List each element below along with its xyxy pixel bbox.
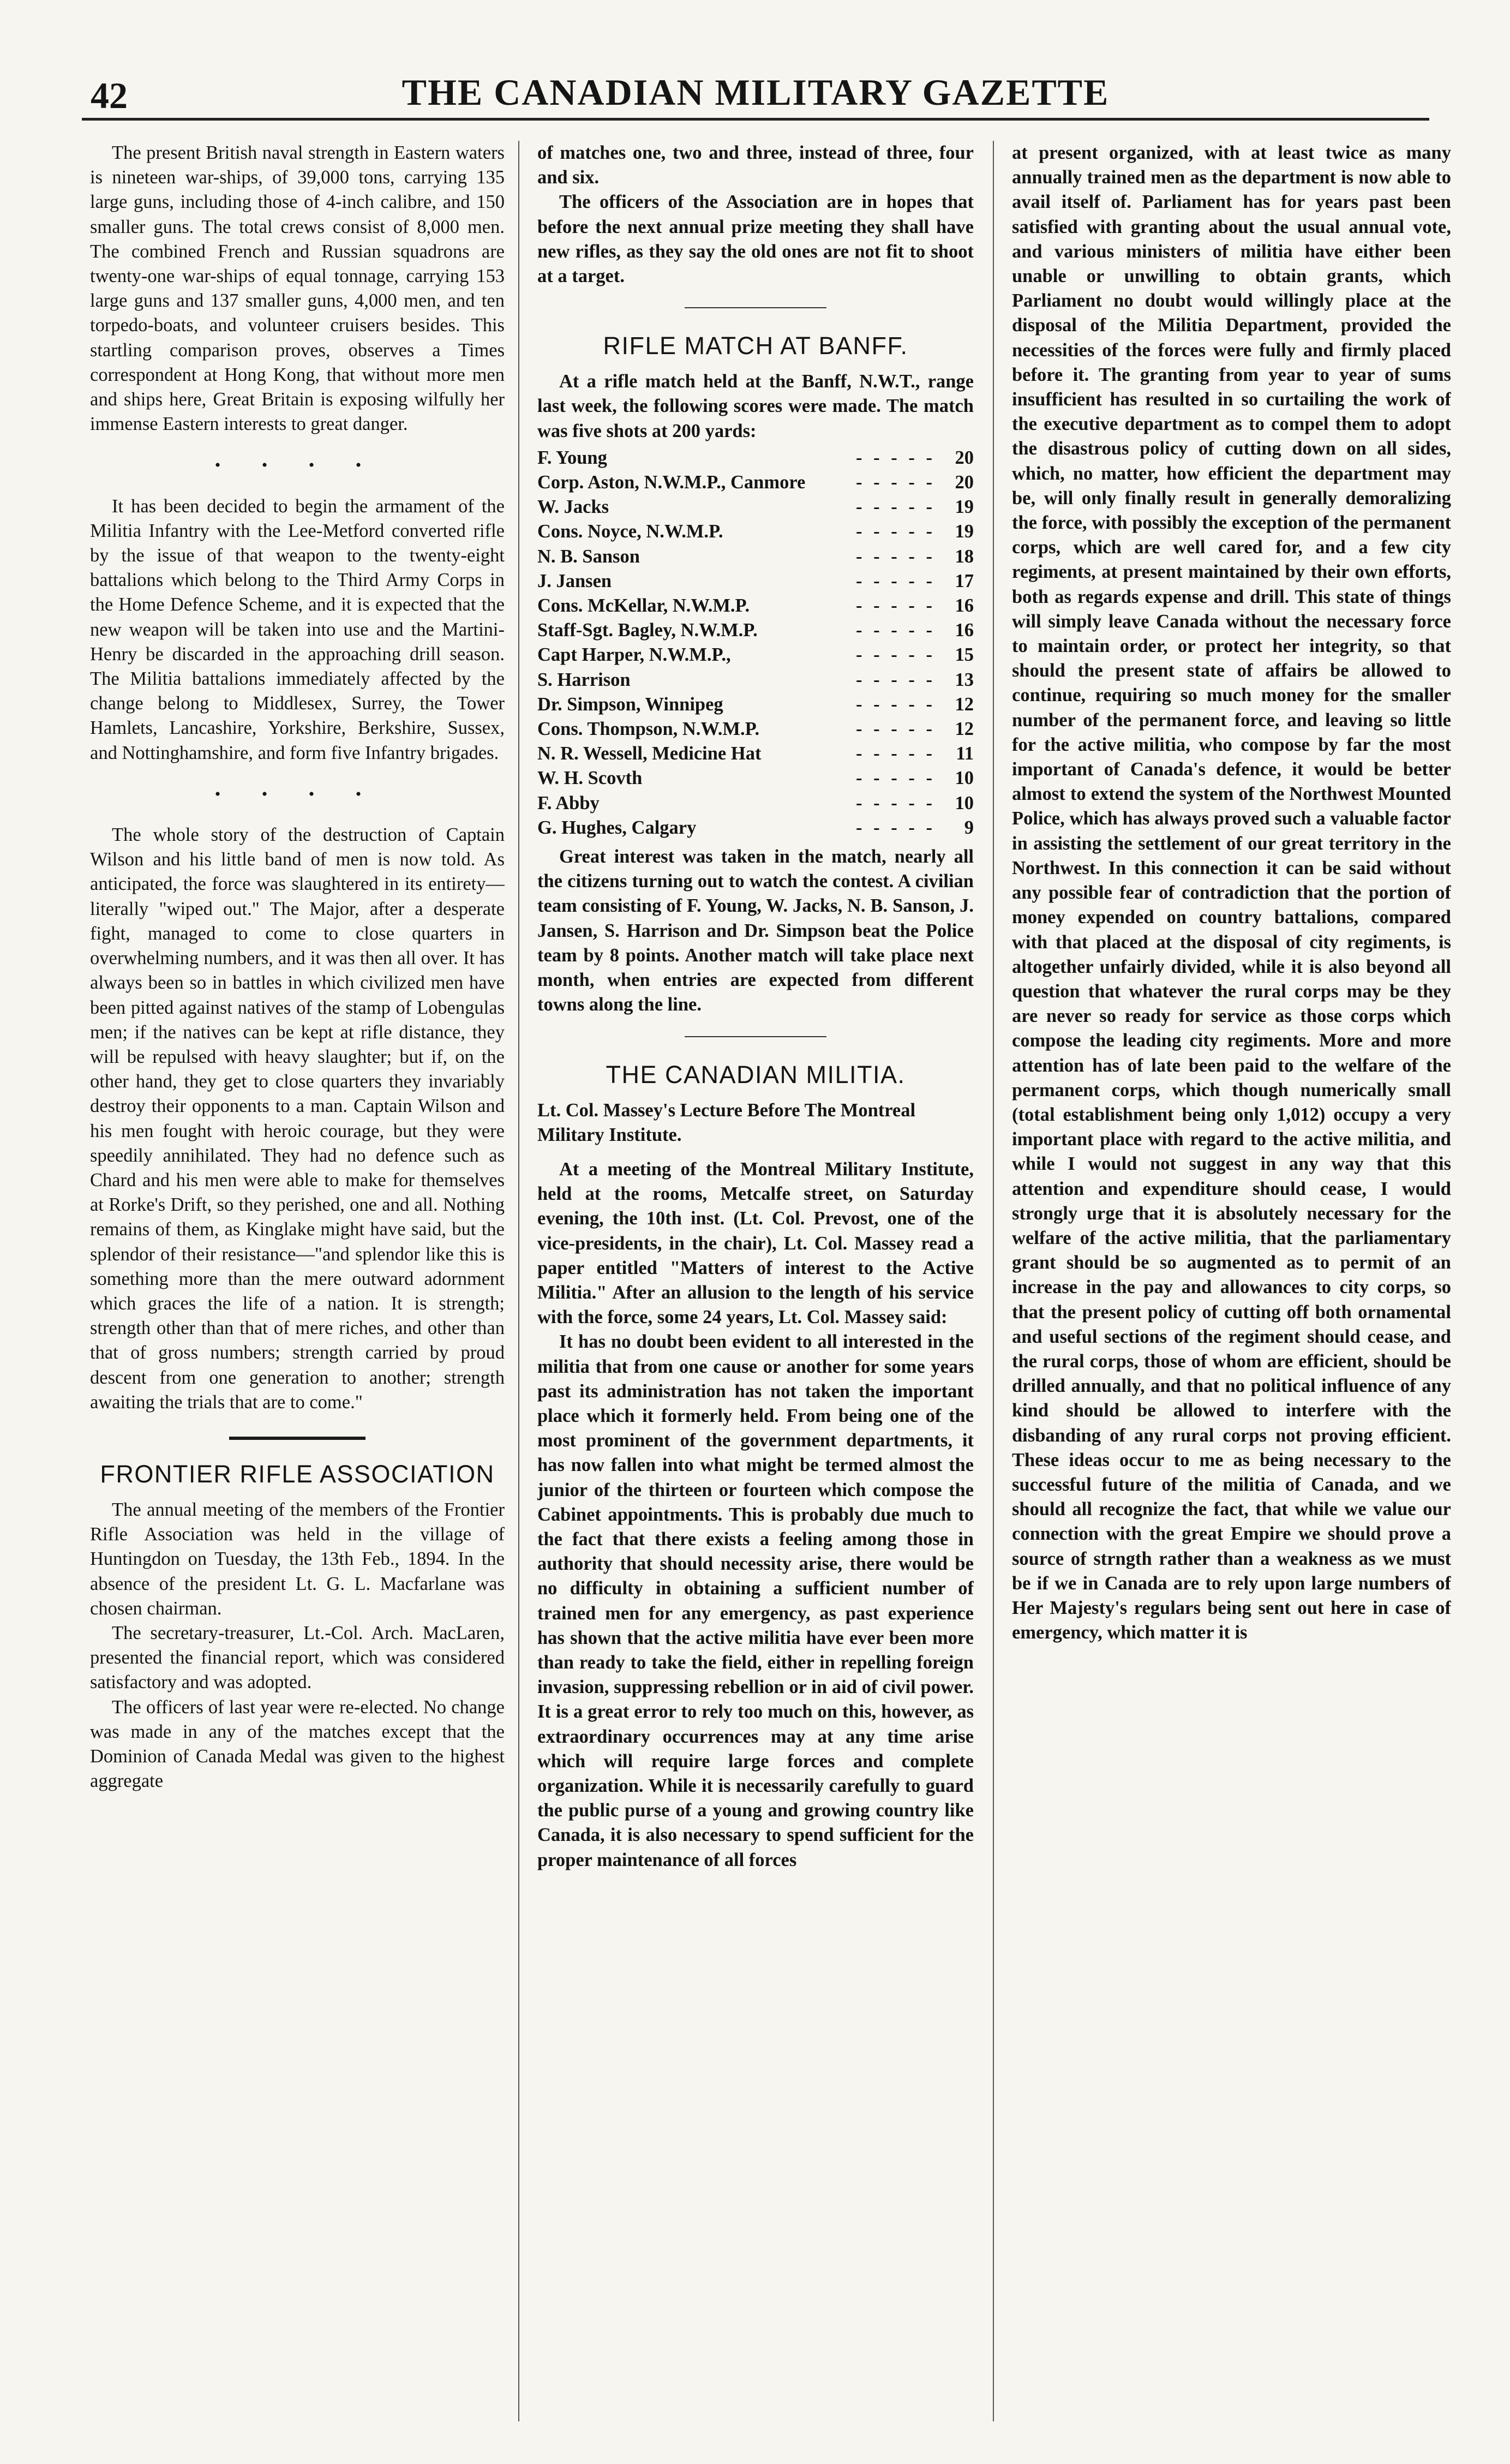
article-paragraph: The present British naval strength in Eastern waters is nineteen war-ships, of 39,000 tons, carrying 135 large guns, including those of 4-inch calibre, and 150 smaller guns. The total crews consist of 8,000 men. The combined French and Russian squadrons are twenty-one war-ships of equal tonnage, carrying 153 large guns and 137 smaller guns, 4,000 men, and ten torpedo-boats, and volunteer cruisers besides. This startling comparison proves, observes a Times correspondent at Hong Kong, that without more men and ships here, Great Britain is exposing wilfully her immense Eastern interests to great danger. [90,142,505,435]
shooter-score: 10 [955,792,974,814]
shooter-score: 20 [955,472,974,493]
score-row [537,446,974,470]
score-row [537,766,974,791]
leader-dots: - - - - - [856,521,936,542]
page-header [82,71,1429,121]
article-paragraph: The secretary-treasurer, Lt.-Col. Arch. MacLaren, presented the financial report, which was considered satisfactory and was adopted. [90,1622,505,1693]
shooter-score: 13 [955,669,974,690]
shooter-name: W. Jacks [537,497,609,518]
leader-dots: - - - - - [856,669,936,690]
article-paragraph: Great interest was taken in the match, nearly all the citizens turning out to watch the contest. A civilian team consisting of F. Young, W. Jacks, N. B. Sanson, J. Jansen, S. Harrison and Dr. Simpson beat the Police team by 8 points. Another match will take place next month, when entries are expected from different towns along the line. [537,846,974,1015]
leader-dots: - - - - - [856,620,936,641]
score-row [537,816,974,840]
article-paragraph: At a meeting of the Montreal Military Institute, held at the rooms, Metcalfe street, on Saturday evening, the 10th inst. (Lt. Col. Prevost, one of the vice-presidents, in the chair), Lt. Col. Massey read a paper entitled "Matters of interest to the Active Militia." After an allusion to the length of his service with the force, some 24 years, Lt. Col. Massey said: [537,1158,974,1328]
shooter-name: F. Young [537,447,607,468]
column-divider [993,141,994,2421]
section-separator-stars: • • • • [214,456,380,475]
leader-dots: - - - - - [856,472,936,493]
article-paragraph: It has no doubt been evident to all interested in the militia that from one cause or another for some years past its administration has not taken the important place which it formerly held. From being one of the most prominent of the government departments, it has now fallen into what might be termed almost the junior of the thirteen or fourteen which compose the Cabinet appointments. This is probably due much to the fact that there exists a feeling among those in authority that should necessity arise, there would be no difficulty in obtaining a sufficient number of trained men for any emergency, as past experience has shown that the active militia have ever been more than ready to take the field, either in repelling foreign invasion, suppressing rebellion or in aid of civil power. It is a great error to rely too much on this, however, as extraordinary occurrences may at any time arise which will require large forces and complete organization. While it is necessarily carefully to guard the public purse of a young and growing country like Canada, it is also necessary to spend sufficient for the proper maintenance of all forces [537,1331,974,1870]
shooter-name: N. B. Sanson [537,546,640,567]
score-row [537,791,974,816]
canadian-militia-heading: THE CANADIAN MILITIA. [606,1060,906,1089]
shooter-score: 11 [956,743,974,764]
leader-dots: - - - - - [856,719,936,740]
shooter-score: 12 [955,693,974,715]
shooter-score: 10 [955,768,974,789]
leader-dots: - - - - - [856,595,936,617]
section-divider [685,307,826,308]
shooter-name: N. R. Wessell, Medicine Hat [537,743,762,764]
shooter-name: Cons. Thompson, N.W.M.P. [537,719,760,740]
shooter-score: 19 [955,497,974,518]
section-divider [685,1036,826,1037]
shooter-name: J. Jansen [537,570,612,591]
leader-dots: - - - - - [856,743,936,764]
shooter-name: G. Hughes, Calgary [537,817,697,838]
column-3 [1012,141,1451,2421]
page-number: 42 [91,75,128,116]
column-2 [537,141,974,2421]
leader-dots: - - - - - [856,570,936,591]
shooter-name: Corp. Aston, N.W.M.P., Canmore [537,472,806,493]
article-paragraph: The officers of the Association are in hopes that before the next annual prize meeting they shall have new rifles, as they say the old ones are not fit to shoot at a target. [537,192,974,287]
leader-dots: - - - - - [856,546,936,567]
section-divider [229,1437,365,1440]
shooter-score: 18 [955,546,974,567]
score-row [537,569,974,594]
article-paragraph: It has been decided to begin the armament of the Militia Infantry with the Lee-Metford converted rifle by the issue of that weapon to the twenty-eight battalions which belong to the Third Army Corps in the Home Defence Scheme, and it is expected that the new weapon will be taken into use and the Martini-Henry be discarded in the approaching drill season. The Militia battalions immediately affected by the change belong to Middlesex, Surrey, the Tower Hamlets, Lancashire, Yorkshire, Berkshire, Sussex, and Nottinghamshire, and form five Infantry brigades. [90,495,505,763]
score-table [537,446,974,840]
leader-dots: - - - - - [856,644,936,666]
leader-dots: - - - - - [856,792,936,814]
score-row [537,470,974,495]
shooter-name: Dr. Simpson, Winnipeg [537,693,723,715]
score-row [537,519,974,544]
shooter-name: Cons. McKellar, N.W.M.P. [537,595,750,617]
leader-dots: - - - - - [856,768,936,789]
article-paragraph: The officers of last year were re-elected. No change was made in any of the matches except that the Dominion of Canada Medal was given to the highest aggregate [90,1696,505,1792]
shooter-name: Staff-Sgt. Bagley, N.W.M.P. [537,620,758,641]
score-row [537,717,974,741]
score-row [537,643,974,667]
score-row [537,741,974,766]
score-row [537,495,974,519]
leader-dots: - - - - - [856,693,936,715]
shooter-name: Cons. Noyce, N.W.M.P. [537,521,723,542]
shooter-score: 9 [964,817,974,838]
shooter-name: F. Abby [537,792,600,814]
score-row [537,668,974,692]
shooter-score: 15 [955,644,974,666]
shooter-score: 20 [955,447,974,468]
masthead-title: THE CANADIAN MILITARY GAZETTE [402,71,1110,113]
shooter-score: 12 [955,719,974,740]
shooter-name: W. H. Scovth [537,768,643,789]
shooter-score: 16 [955,595,974,617]
article-paragraph: The whole story of the destruction of Captain Wilson and his little band of men is now told. As anticipated, the force was slaughtered in its entirety—literally "wiped out." The Major, after a desperate fight, managed to come to close quarters in overwhelming numbers, and it was then all over. It has always been so in battles in which civilized men have been pitted against natives of the stamp of Lobengulas men; if the natives can be kept at rifle distance, they will be repulsed with heavy slaughter; but if, on the other hand, they get to close quarters they invariably destroy their opponents to a man. Captain Wilson and his men fought with heroic courage, but they were speedily annihilated. They had no defence such as Chard and his men were able to make for themselves at Rorke's Drift, so they perished, one and all. Nothing remains of them, as Kinglake might have said, but the splendor of their resistance—"and splendor like this is something more than the mere outward adornment which graces the life of a nation. It is strength; strength other than that of mere riches, and other than that of gross numbers; strength carried by proud descent from one generation to another; strength awaiting the trials that are to come." [90,824,505,1413]
article-paragraph: The annual meeting of the members of the Frontier Rifle Association was held in the village of Huntingdon on Tuesday, the 13th Feb., 1894. In the absence of the president Lt. G. L. Macfarlane was chosen chairman. [90,1499,505,1619]
score-row [537,594,974,618]
column-1 [90,141,505,2421]
shooter-score: 19 [955,521,974,542]
column-divider [518,141,519,2421]
frontier-rifle-heading: FRONTIER RIFLE ASSOCIATION [100,1460,495,1488]
section-separator-stars: • • • • [214,785,380,803]
article-paragraph: at present organized, with at least twice as many annually trained men as the department is now able to avail itself of. Parliament has for years past been satisfied with granting about the usual annual vote, and various ministers of militia have either been unable or unwilling to obtain grants, which Parliament no doubt would willingly place at the disposal of the Militia Department, provided the necessities of the forces were fully and firmly placed before it. The granting from year to year of sums insufficient has resulted in so curtailing the work of the executive department as to compel them to adopt the disastrous policy of cutting down on all sides, which, no matter, how efficient the department may be, will only finally result in generally demoralizing the force, with possibly the exception of the permanent corps, which are well cared for, and a few city regiments, at present maintained by their own efforts, both as regards expense and drill. This state of things will simply leave Canada without the necessary force to maintain order, or protect her integrity, so that should the present state of affairs be allowed to continue, requiring so much money for the smaller number of the permanent force, and leaving so little for the active militia, who compose by far the most important of Canada's defence, it would be better almost to extend the system of the Northwest Mounted Police, which has always proved such a valuable factor in assisting the settlement of our great territory in the Northwest. In this connection it can be said without any possible fear of contradiction that the portion of money expended on country battalions, compared with that placed at the disposal of city regiments, is altogether unfairly divided, while it is also beyond all question that whatever the rural corps may be they are never so ready for service as those corps which compose the leading city regiments. More and more attention has of late been paid to the welfare of the permanent corps, which though numerically small (total establishment being only 1,012) occupy a very important place with regard to the active militia, and while I would not suggest in any way that this attention and expenditure should cease, I would strongly urge that it is absolutely necessary for the welfare of the active militia, that the parliamentary grant should be so augmented as to permit of an increase in the pay and allowances to city corps, so that the present policy of cutting off both ornamental and useful sections of the regiment should cease, and the rural corps, those of whom are efficient, should be drilled annually, and that no political influence of any kind should be allowed to interfere with the disbanding of any rural corps not proving efficient. These ideas occur to me as being necessary to the successful future of the militia of Canada, and we should all recognize the fact, that while we value our connection with the great Empire we should prove a source of strngth rather than a weakness as we must be if we in Canada are to rely upon large numbers of Her Majesty's regulars being sent out here in case of emergency, which matter it is [1012,142,1451,1643]
shooter-score: 16 [955,620,974,641]
leader-dots: - - - - - [856,447,936,468]
article-paragraph: At a rifle match held at the Banff, N.W.T., range last week, the following scores were made. The match was five shots at 200 yards: [537,371,974,441]
banff-match-heading: RIFLE MATCH AT BANFF. [603,332,908,360]
article-paragraph: of matches one, two and three, instead of three, four and six. [537,142,974,188]
shooter-name: Capt Harper, N.W.M.P., [537,644,731,666]
leader-dots: - - - - - [856,497,936,518]
score-row [537,692,974,717]
militia-subheading: Lt. Col. Massey's Lecture Before The Montreal Military Institute. [537,1099,916,1145]
score-row [537,618,974,643]
leader-dots: - - - - - [856,817,936,838]
shooter-name: S. Harrison [537,669,631,690]
shooter-score: 17 [955,570,974,591]
score-row [537,545,974,569]
